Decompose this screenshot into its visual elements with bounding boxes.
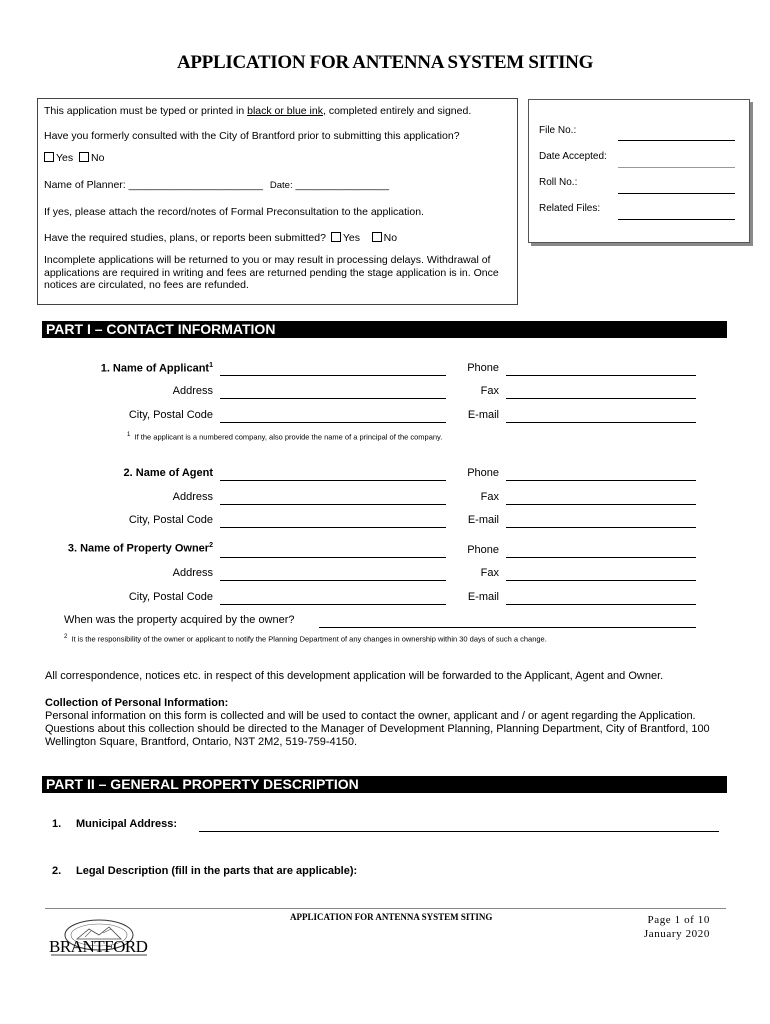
date-field[interactable]: ________________ [295, 179, 389, 191]
owner-city-label: City, Postal Code [128, 591, 213, 603]
roll-no-label: Roll No.: [539, 177, 578, 188]
agent-phone-field[interactable] [506, 480, 696, 481]
planner-row [44, 179, 389, 191]
date-accepted-label: Date Accepted: [539, 151, 607, 162]
page-title: APPLICATION FOR ANTENNA SYSTEM SITING [176, 52, 594, 73]
date-accepted-field[interactable] [618, 167, 735, 168]
footer-rule [45, 908, 726, 909]
file-no-label: File No.: [539, 125, 577, 136]
owner-label: 3. Name of Property Owner$^2$ [67, 542, 213, 555]
applicant-address-field[interactable] [220, 398, 446, 399]
studies-yes-checkbox[interactable] [331, 232, 341, 242]
applicant-label: 1. Name of Applicant$^1$ [100, 362, 213, 375]
municipal-address-label: Municipal Address: [76, 818, 178, 830]
agent-label: 2. Name of Agent [123, 467, 213, 479]
office-use-box [528, 99, 750, 243]
owner-fax-field[interactable] [506, 580, 696, 581]
page-info [600, 913, 710, 941]
footnote-2: $^2$ It is the responsibility of the owner or applicant to notify the Planning Department of any changes in ownership within 30 days of such a change. [64, 634, 547, 644]
owner-phone-label: Phone [467, 544, 499, 556]
agent-email-field[interactable] [506, 527, 696, 528]
correspondence-note: All correspondence, notices etc. in respect of this development application will be forwarded to the Applicant, Agent and Owner. [45, 670, 664, 682]
page-number: Page 1 of 10 [647, 914, 710, 926]
consulted-question: Have you formerly consulted with the City of Brantford prior to submitting this application? [44, 130, 460, 142]
ink-instruction: This application must be typed or printed in black or blue ink, completed entirely and signed. [44, 105, 472, 117]
collection-text: Personal information on this form is collected and will be used to contact the owner, applicant and / or agent regarding the Application. Questions about this collection should be directed to the Manager of Development Planning, Planning Department, City of Brantford, 100 Wellington Square, Brantford, Ontario, N3T 2M2, 519-759-4150. [45, 710, 710, 748]
applicant-phone-field[interactable] [506, 375, 696, 376]
agent-fax-field[interactable] [506, 504, 696, 505]
brantford-logo [47, 915, 151, 961]
agent-city-field[interactable] [220, 527, 446, 528]
agent-name-field[interactable] [220, 480, 446, 481]
applicant-email-field[interactable] [506, 422, 696, 423]
owner-fax-label: Fax [480, 567, 499, 579]
collection-heading: Collection of Personal Information: [45, 697, 229, 709]
consulted-options [44, 152, 104, 164]
municipal-address-field[interactable] [199, 831, 719, 832]
revision-date: January 2020 [643, 928, 710, 940]
agent-phone-label: Phone [467, 467, 499, 479]
applicant-fax-field[interactable] [506, 398, 696, 399]
item2-number: 2. [52, 865, 62, 877]
footer-title: APPLICATION FOR ANTENNA SYSTEM SITING [290, 912, 493, 922]
agent-address-field[interactable] [220, 504, 446, 505]
owner-address-field[interactable] [220, 580, 446, 581]
studies-no-checkbox[interactable] [372, 232, 382, 242]
incomplete-warning: Incomplete applications will be returned to you or may result in processing delays. Withdrawal of applications are required in writing and fees are returned pending the stage application is in. Once notices are circulated, no fees are refunded. [44, 254, 499, 291]
part1-header: PART I – CONTACT INFORMATION [42, 321, 727, 338]
record-note: If yes, please attach the record/notes of Formal Preconsultation to the application. [44, 206, 424, 218]
owner-name-field[interactable] [220, 557, 446, 558]
no-label: No [90, 152, 105, 164]
applicant-city-label: City, Postal Code [128, 409, 213, 421]
applicant-email-label: E-mail [467, 409, 499, 421]
related-files-label: Related Files: [539, 203, 601, 214]
related-files-field[interactable] [618, 219, 735, 220]
logo-wordmark: BRANTFORD [49, 937, 148, 956]
agent-email-label: E-mail [467, 514, 499, 526]
agent-city-label: City, Postal Code [128, 514, 213, 526]
footnote-1: $^1$ If the applicant is a numbered company, also provide the name of a principal of the company. [127, 432, 443, 442]
part2-header: PART II – GENERAL PROPERTY DESCRIPTION [42, 776, 727, 793]
applicant-phone-label: Phone [467, 362, 499, 374]
applicant-address-label: Address [172, 385, 213, 397]
consulted-no-checkbox[interactable] [79, 152, 89, 162]
legal-description-label: Legal Description (fill in the parts that are applicable): [76, 865, 358, 877]
applicant-name-field[interactable] [220, 375, 446, 376]
owner-phone-field[interactable] [506, 557, 696, 558]
roll-no-field[interactable] [618, 193, 735, 194]
planner-label: Name of Planner: [44, 179, 126, 191]
owner-email-field[interactable] [506, 604, 696, 605]
agent-fax-label: Fax [480, 491, 499, 503]
consulted-yes-checkbox[interactable] [44, 152, 54, 162]
owner-address-label: Address [172, 567, 213, 579]
applicant-fax-label: Fax [480, 385, 499, 397]
agent-address-label: Address [172, 491, 213, 503]
file-no-field[interactable] [618, 140, 735, 141]
owner-city-field[interactable] [220, 604, 446, 605]
date-label: Date: [269, 180, 293, 191]
item1-number: 1. [52, 818, 62, 830]
acquired-question: When was the property acquired by the owner? [64, 614, 295, 626]
planner-field[interactable]: _______________________ [128, 179, 263, 191]
acquired-field[interactable] [319, 627, 696, 628]
applicant-city-field[interactable] [220, 422, 446, 423]
owner-email-label: E-mail [467, 591, 499, 603]
yes-label: Yes [56, 152, 74, 164]
studies-row: Have the required studies, plans, or reports been submitted? Yes No [44, 232, 398, 244]
